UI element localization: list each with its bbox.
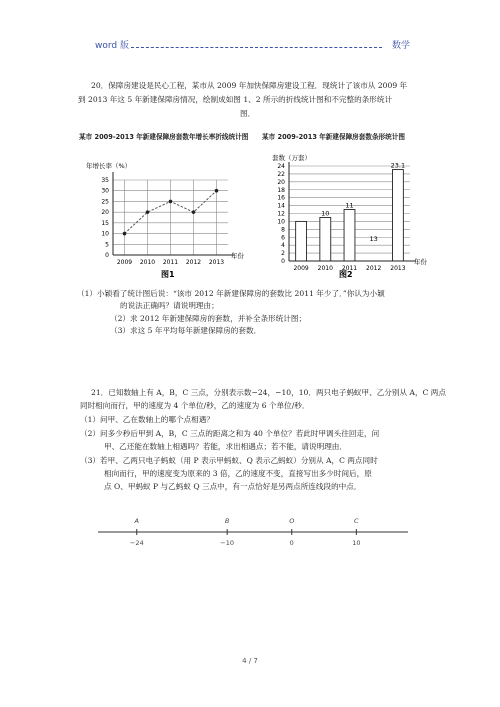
y-tick-label: 25	[101, 198, 109, 206]
point-value: −10	[220, 539, 235, 547]
chart2-xlabel: 年份	[414, 258, 427, 266]
y-tick-label: 15	[101, 219, 109, 227]
point-value: −24	[129, 539, 144, 547]
q21-intro-1: 21．已知数轴上有 A，B，C 三点，分别表示数−24，−10，10．两只电子蚂蚁甲、乙分别从 A，C 两点	[91, 388, 446, 397]
bar-chart	[262, 150, 437, 290]
chart2-ylabel: 套数（万套）	[272, 154, 311, 162]
bar	[344, 210, 355, 261]
y-tick-label: 8	[281, 226, 285, 234]
chart1-ylabel: 年增长率（%）	[86, 162, 132, 170]
chart1-caption: 图1	[161, 270, 175, 279]
point-value: 0	[289, 539, 294, 547]
q21-sub3-line1: （3）若甲、乙两只电子蚂蚁（用 P 表示甲蚂蚁、Q 表示乙蚂蚁）分别从 A，C 两点同时	[80, 456, 378, 465]
x-tick-label: 2009	[293, 265, 309, 272]
x-tick-label: 2009	[116, 259, 133, 266]
y-tick-label: 16	[277, 194, 285, 202]
q21-sub3-line2: 相向而行，甲的速度变为原来的 3 倍，乙的速度不变，直接写出多少时间后，原	[104, 469, 372, 478]
number-line	[90, 512, 420, 552]
chart1-xlabel: 年份	[231, 252, 244, 260]
point-label: B	[224, 517, 230, 525]
q20-intro-3: 图．	[240, 109, 256, 118]
y-tick-label: 10	[277, 218, 285, 226]
y-tick-label: 30	[101, 187, 109, 195]
chart1-title: 某市 2009-2013 年新建保障房套数年增长率折线统计图	[79, 133, 249, 141]
q20-intro-1: 20．保障房建设是民心工程，某市从 2009 年加快保障房建设工程．现统计了该市从 2009 年	[91, 81, 408, 90]
y-tick-label: 0	[105, 252, 109, 259]
y-tick-label: 12	[277, 210, 285, 218]
y-tick-label: 14	[277, 202, 285, 210]
y-tick-label: 24	[277, 163, 285, 170]
point-label: C	[354, 517, 359, 525]
y-tick-label: 35	[101, 177, 109, 184]
header-right: 数学	[391, 41, 410, 51]
data-label: 11	[345, 201, 354, 210]
data-point	[192, 210, 196, 214]
x-tick-label: 2012	[185, 259, 202, 266]
y-tick-label: 0	[281, 258, 285, 265]
y-tick-label: 20	[101, 209, 109, 217]
data-point	[215, 189, 219, 193]
data-label: 10	[321, 209, 330, 218]
y-tick-label: 5	[105, 241, 109, 249]
y-tick-label: 4	[281, 242, 285, 250]
bar	[392, 170, 403, 261]
x-tick-label: 2013	[208, 259, 225, 266]
point-label: A	[134, 517, 139, 525]
page-header	[95, 38, 410, 52]
chart2-caption: 图2	[339, 270, 353, 279]
y-tick-label: 10	[101, 230, 109, 238]
q21-sub2-line2: 甲、乙还能在数轴上相遇吗？若能，求出相遇点；若不能，请说明理由．	[104, 442, 347, 451]
y-tick-label: 22	[277, 170, 285, 178]
x-tick-label: 2011	[162, 259, 179, 266]
bar	[320, 217, 331, 261]
data-label: 13	[369, 235, 378, 243]
data-point	[146, 210, 150, 214]
point-value: 10	[352, 539, 361, 547]
q20-sub2: （2）求 2012 年新建保障房的套数，并补全条形统计图；	[110, 314, 307, 323]
data-label: 23.1	[390, 161, 406, 170]
q21-sub3-line3: 点 O、甲蚂蚁 P 与乙蚂蚁 Q 三点中，有一点恰好是另两点所连线段的中点．	[104, 482, 362, 491]
y-tick-label: 6	[281, 234, 285, 242]
x-tick-label: 2011	[341, 265, 358, 272]
point-label: O	[289, 517, 295, 525]
q20-sub3: （3）求这 5 年平均每年新建保障房的套数．	[110, 326, 262, 335]
y-tick-label: 20	[277, 178, 285, 186]
page-number: 4 / 7	[242, 657, 258, 665]
q21-sub1: （1）问甲、乙在数轴上的哪个点相遇？	[80, 415, 214, 424]
line-chart	[78, 150, 253, 290]
data-point	[169, 200, 173, 204]
q20-sub1-line2: 的说法正确吗？请说明理由；	[120, 301, 219, 310]
q20-intro-2: 到 2013 年这 5 年新建保障房情况，绘制成如图 1、2 所示的折线统计图和不完整的条形统计	[78, 95, 393, 104]
chart2-title: 某市 2009-2013 年新建保障房套数条形统计图	[262, 133, 405, 141]
data-point	[123, 232, 127, 236]
header-left: word 版	[95, 41, 129, 51]
x-tick-label: 2012	[366, 265, 382, 272]
q21-intro-2: 同时相向而行，甲的速度为 4 个单位/秒，乙的速度为 6 个单位/秒．	[80, 401, 310, 410]
q21-sub2-line1: （2）问多少秒后甲到 A，B，C 三点的距离之和为 40 个单位？若此时甲调头往回走，问	[80, 429, 380, 438]
q20-sub1-line1: （1）小颖看了统计图后说：“该市 2012 年新建保障房的套数比 2011 年少了．”你认为小颖	[77, 289, 385, 298]
y-tick-label: 18	[277, 186, 285, 194]
x-tick-label: 2013	[390, 265, 406, 272]
bar	[296, 221, 307, 261]
x-tick-label: 2010	[317, 265, 333, 272]
header-divider	[131, 47, 382, 48]
y-tick-label: 2	[281, 250, 285, 258]
x-tick-label: 2010	[139, 259, 156, 266]
